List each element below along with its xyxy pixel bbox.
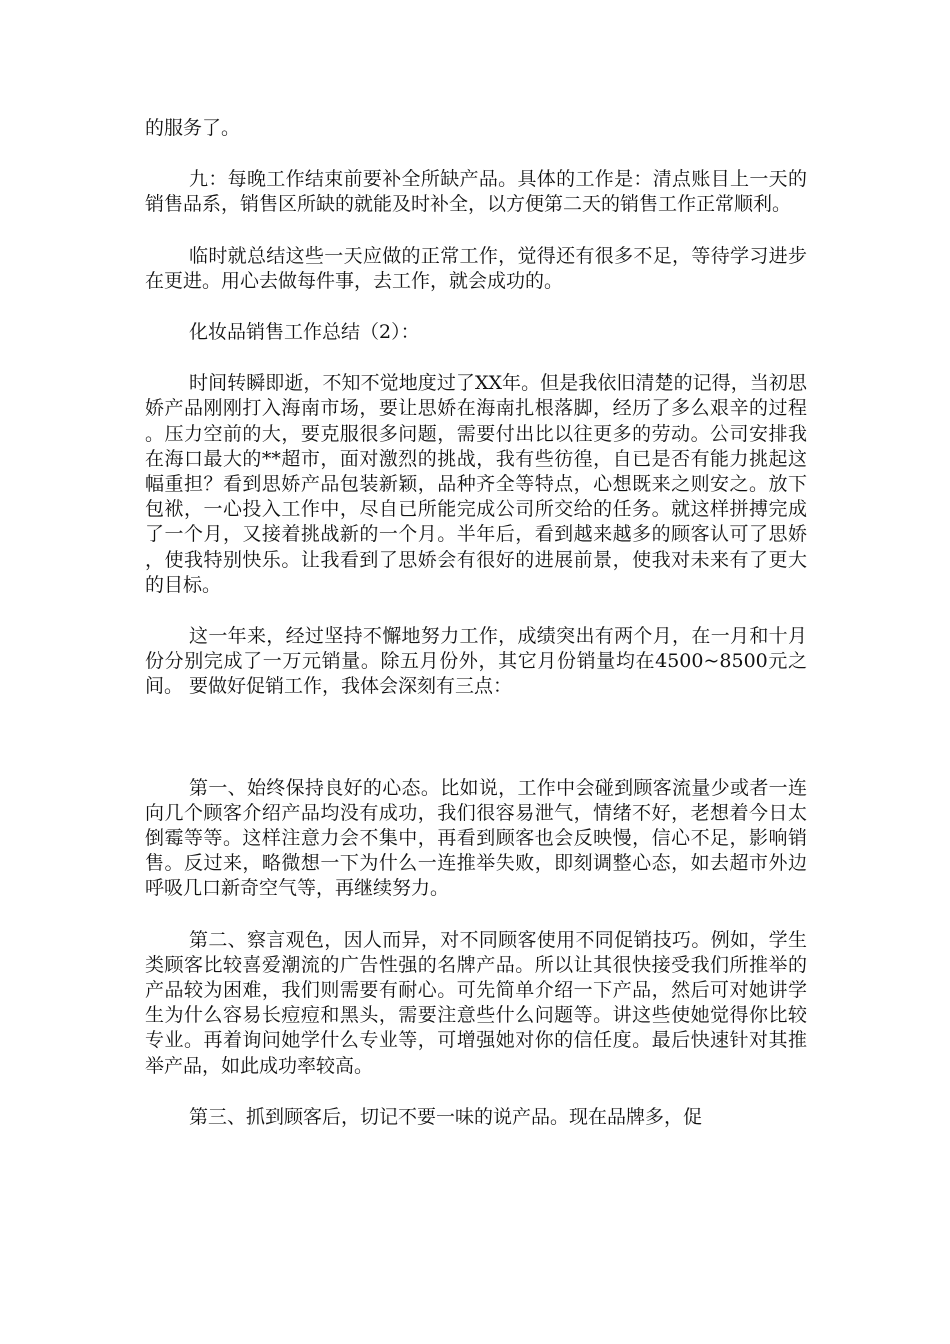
paragraph-continuation: 的服务了。 (145, 117, 241, 139)
paragraph-summary-note: 临时就总结这些一天应做的正常工作，觉得还有很多不足，等待学习进步在更进。用心去做每件事，去工作，就会成功的。 (145, 244, 807, 292)
paragraph-point-two: 第二、察言观色，因人而异，对不同顾客使用不同促销技巧。例如，学生类顾客比较喜爱潮流的广告性强的名牌产品。所以让其很快接受我们所推举的产品较为困难，我们则需要有耐心。可先简单介绍一下产品，然后可对她讲学生为什么容易长痘痘和黑头，需要注意些什么问题等。讲这些使她觉得你比较专业。再着询问她学什么专业等，可增强她对你的信任度。最后快速针对其推举产品，如此成功率较高。 (145, 928, 807, 1077)
paragraph-item-nine: 九：每晚工作结束前要补全所缺产品。具体的工作是：清点账目上一天的销售品系，销售区所缺的就能及时补全，以方便第二天的销售工作正常顺利。 (145, 168, 807, 216)
section-heading: 化妆品销售工作总结（2）： (189, 321, 420, 344)
paragraph-point-three: 第三、抓到顾客后，切记不要一味的说产品。现在品牌多，促 (189, 1105, 703, 1128)
document-body (145, 116, 807, 1130)
paragraph-intro: 时间转瞬即逝，不知不觉地度过了XX年。但是我依旧清楚的记得，当初思娇产品刚刚打入海南市场，要让思娇在海南扎根落脚，经历了多么艰辛的过程。压力空前的大，要克服很多问题，需要付出比以往更多的劳动。公司安排我在海口最大的**超市，面对激烈的挑战，我有些彷徨，自已是否有能力挑起这幅重担？看到思娇产品包装新颖，品种齐全等特点，心想既来之则安之。放下包袱，一心投入工作中，尽自已所能完成公司所交给的任务。就这样拼搏完成了一个月，又接着挑战新的一个月。半年后，看到越来越多的顾客认可了思娇，使我特别快乐。让我看到了思娇会有很好的进展前景，使我对未来有了更大的目标。 (145, 372, 807, 596)
paragraph-point-one: 第一、始终保持良好的心态。比如说，工作中会碰到顾客流量少或者一连向几个顾客介绍产品均没有成功，我们很容易泄气，情绪不好，老想着今日太倒霉等等。这样注意力会不集中，再看到顾客也会反映慢，信心不足，影响销售。反过来，略微想一下为什么一连推举失败，即刻调整心态，如去超市外边呼吸几口新奇空气等，再继续努力。 (145, 776, 807, 900)
paragraph-yearly-results: 这一年来，经过坚持不懈地努力工作，成绩突出有两个月，在一月和十月份分别完成了一万元销量。除五月份外，其它月份销量均在4500~8500元之间。 要做好促销工作，我体会深刻有三点： (145, 625, 807, 698)
